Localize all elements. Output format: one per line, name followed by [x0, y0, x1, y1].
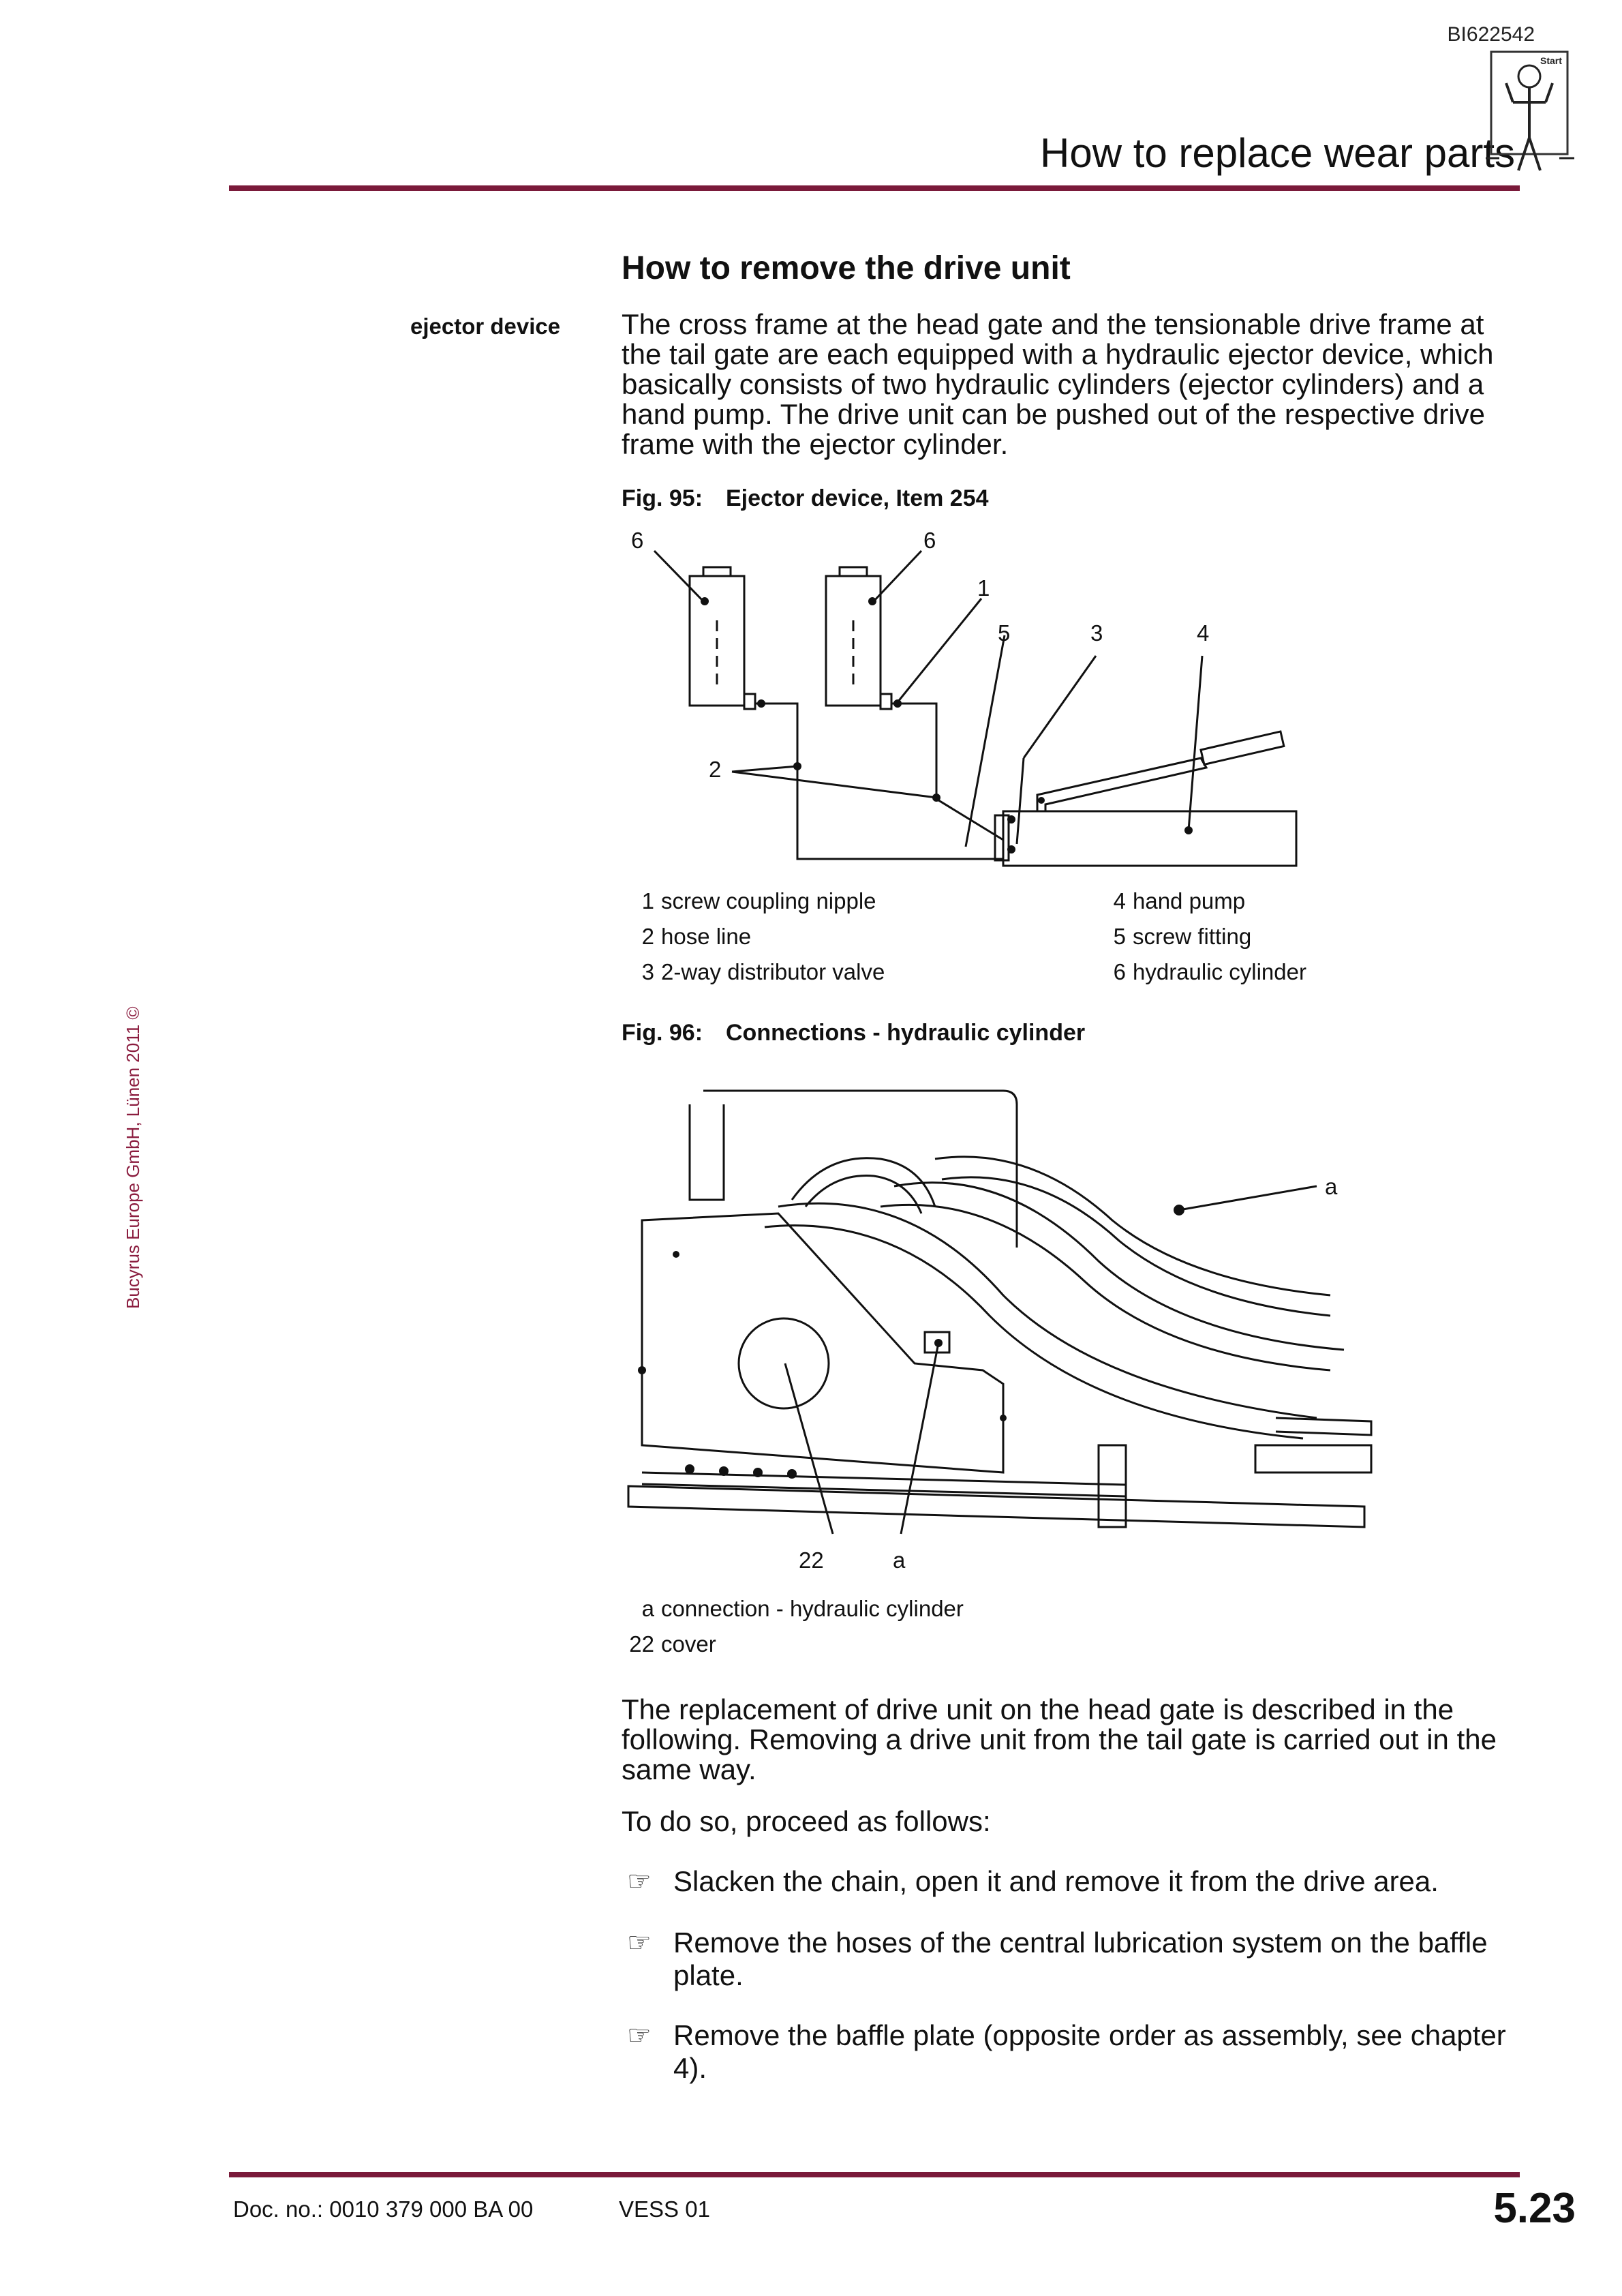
running-title: How to replace wear parts	[1040, 130, 1515, 176]
footer-rule	[229, 2172, 1520, 2177]
fig96-callout-a-bottom: a	[893, 1547, 906, 1573]
fig96-callout-22: 22	[799, 1547, 824, 1573]
legend-item: 22 cover	[629, 1631, 716, 1657]
step-3	[627, 2019, 1513, 2085]
legend-item: 6 hydraulic cylinder	[1113, 959, 1306, 984]
fig95-callout-2: 2	[709, 757, 722, 782]
step-text: Remove the baffle plate (opposite order as assembly, see chapter 4).	[673, 2019, 1506, 2084]
legend-item: 4 hand pump	[1113, 888, 1246, 913]
replacement-paragraph: The replacement of drive unit on the head gate is described in the following. Removing a drive unit from the tail gate is carried out in the same way.	[622, 1693, 1497, 1785]
fig95-diagram	[622, 525, 1317, 879]
fig95-caption	[622, 485, 989, 512]
start-label: Start	[1540, 55, 1562, 66]
start-figure-icon	[1486, 49, 1574, 185]
document-id: BI622542	[1447, 23, 1535, 46]
step-2	[627, 1927, 1513, 1992]
copyright-notice: Bucyrus Europe GmbH, Lünen 2011 ©	[123, 1006, 143, 1309]
section-title: How to remove the drive unit	[622, 250, 1071, 286]
legend-item: 2 hose line	[641, 924, 752, 949]
legend-item: 3 2-way distributor valve	[641, 959, 885, 984]
fig96-title: Connections - hydraulic cylinder	[726, 1020, 1086, 1046]
fig95-title: Ejector device, Item 254	[726, 485, 989, 511]
fig95-callout-6b: 6	[923, 528, 936, 553]
fig96-number: Fig. 96:	[622, 1020, 703, 1046]
step-text: Slacken the chain, open it and remove it from the drive area.	[673, 1865, 1439, 1897]
fig95-callout-1: 1	[977, 575, 990, 601]
fig96-callout-a-top: a	[1325, 1174, 1338, 1199]
intro-paragraph: The cross frame at the head gate and the tensionable drive frame at the tail gate are each equipped with a hydraulic ejector device, which basically consists of two hydraulic cylinders (ejector cylinders) and a hand pump. The drive unit can be pushed out of the respective drive frame with the ejector cylinder.	[622, 308, 1494, 460]
proceed-paragraph: To do so, proceed as follows:	[622, 1805, 991, 1837]
fig95-legend-left	[626, 883, 885, 990]
fig95-callout-4: 4	[1197, 620, 1210, 646]
step-1	[627, 1865, 1513, 1898]
fig96-caption	[622, 1020, 1085, 1046]
fig96-legend	[626, 1591, 964, 1662]
header-rule	[229, 185, 1520, 191]
fig95-callout-6a: 6	[631, 528, 644, 553]
page-number: 5.23	[1493, 2185, 1576, 2232]
side-heading: ejector device	[410, 314, 561, 339]
pointing-hand-icon: ☞	[627, 2021, 652, 2051]
fig95-callout-3: 3	[1090, 620, 1103, 646]
fig95-legend-right	[1097, 883, 1306, 990]
fig95-number: Fig. 95:	[622, 485, 703, 511]
legend-item: a connection - hydraulic cylinder	[641, 1596, 964, 1621]
step-text: Remove the hoses of the central lubrication system on the baffle plate.	[673, 1927, 1488, 1991]
legend-item: 5 screw fitting	[1113, 924, 1252, 949]
doc-number: Doc. no.: 0010 379 000 BA 00	[233, 2196, 534, 2222]
legend-item: 1 screw coupling nipple	[641, 888, 876, 913]
doc-version: VESS 01	[619, 2196, 710, 2222]
fig96-drawing	[622, 1063, 1439, 1582]
pointing-hand-icon: ☞	[627, 1928, 652, 1958]
pointing-hand-icon: ☞	[627, 1867, 652, 1897]
fig95-callout-5: 5	[998, 620, 1011, 646]
